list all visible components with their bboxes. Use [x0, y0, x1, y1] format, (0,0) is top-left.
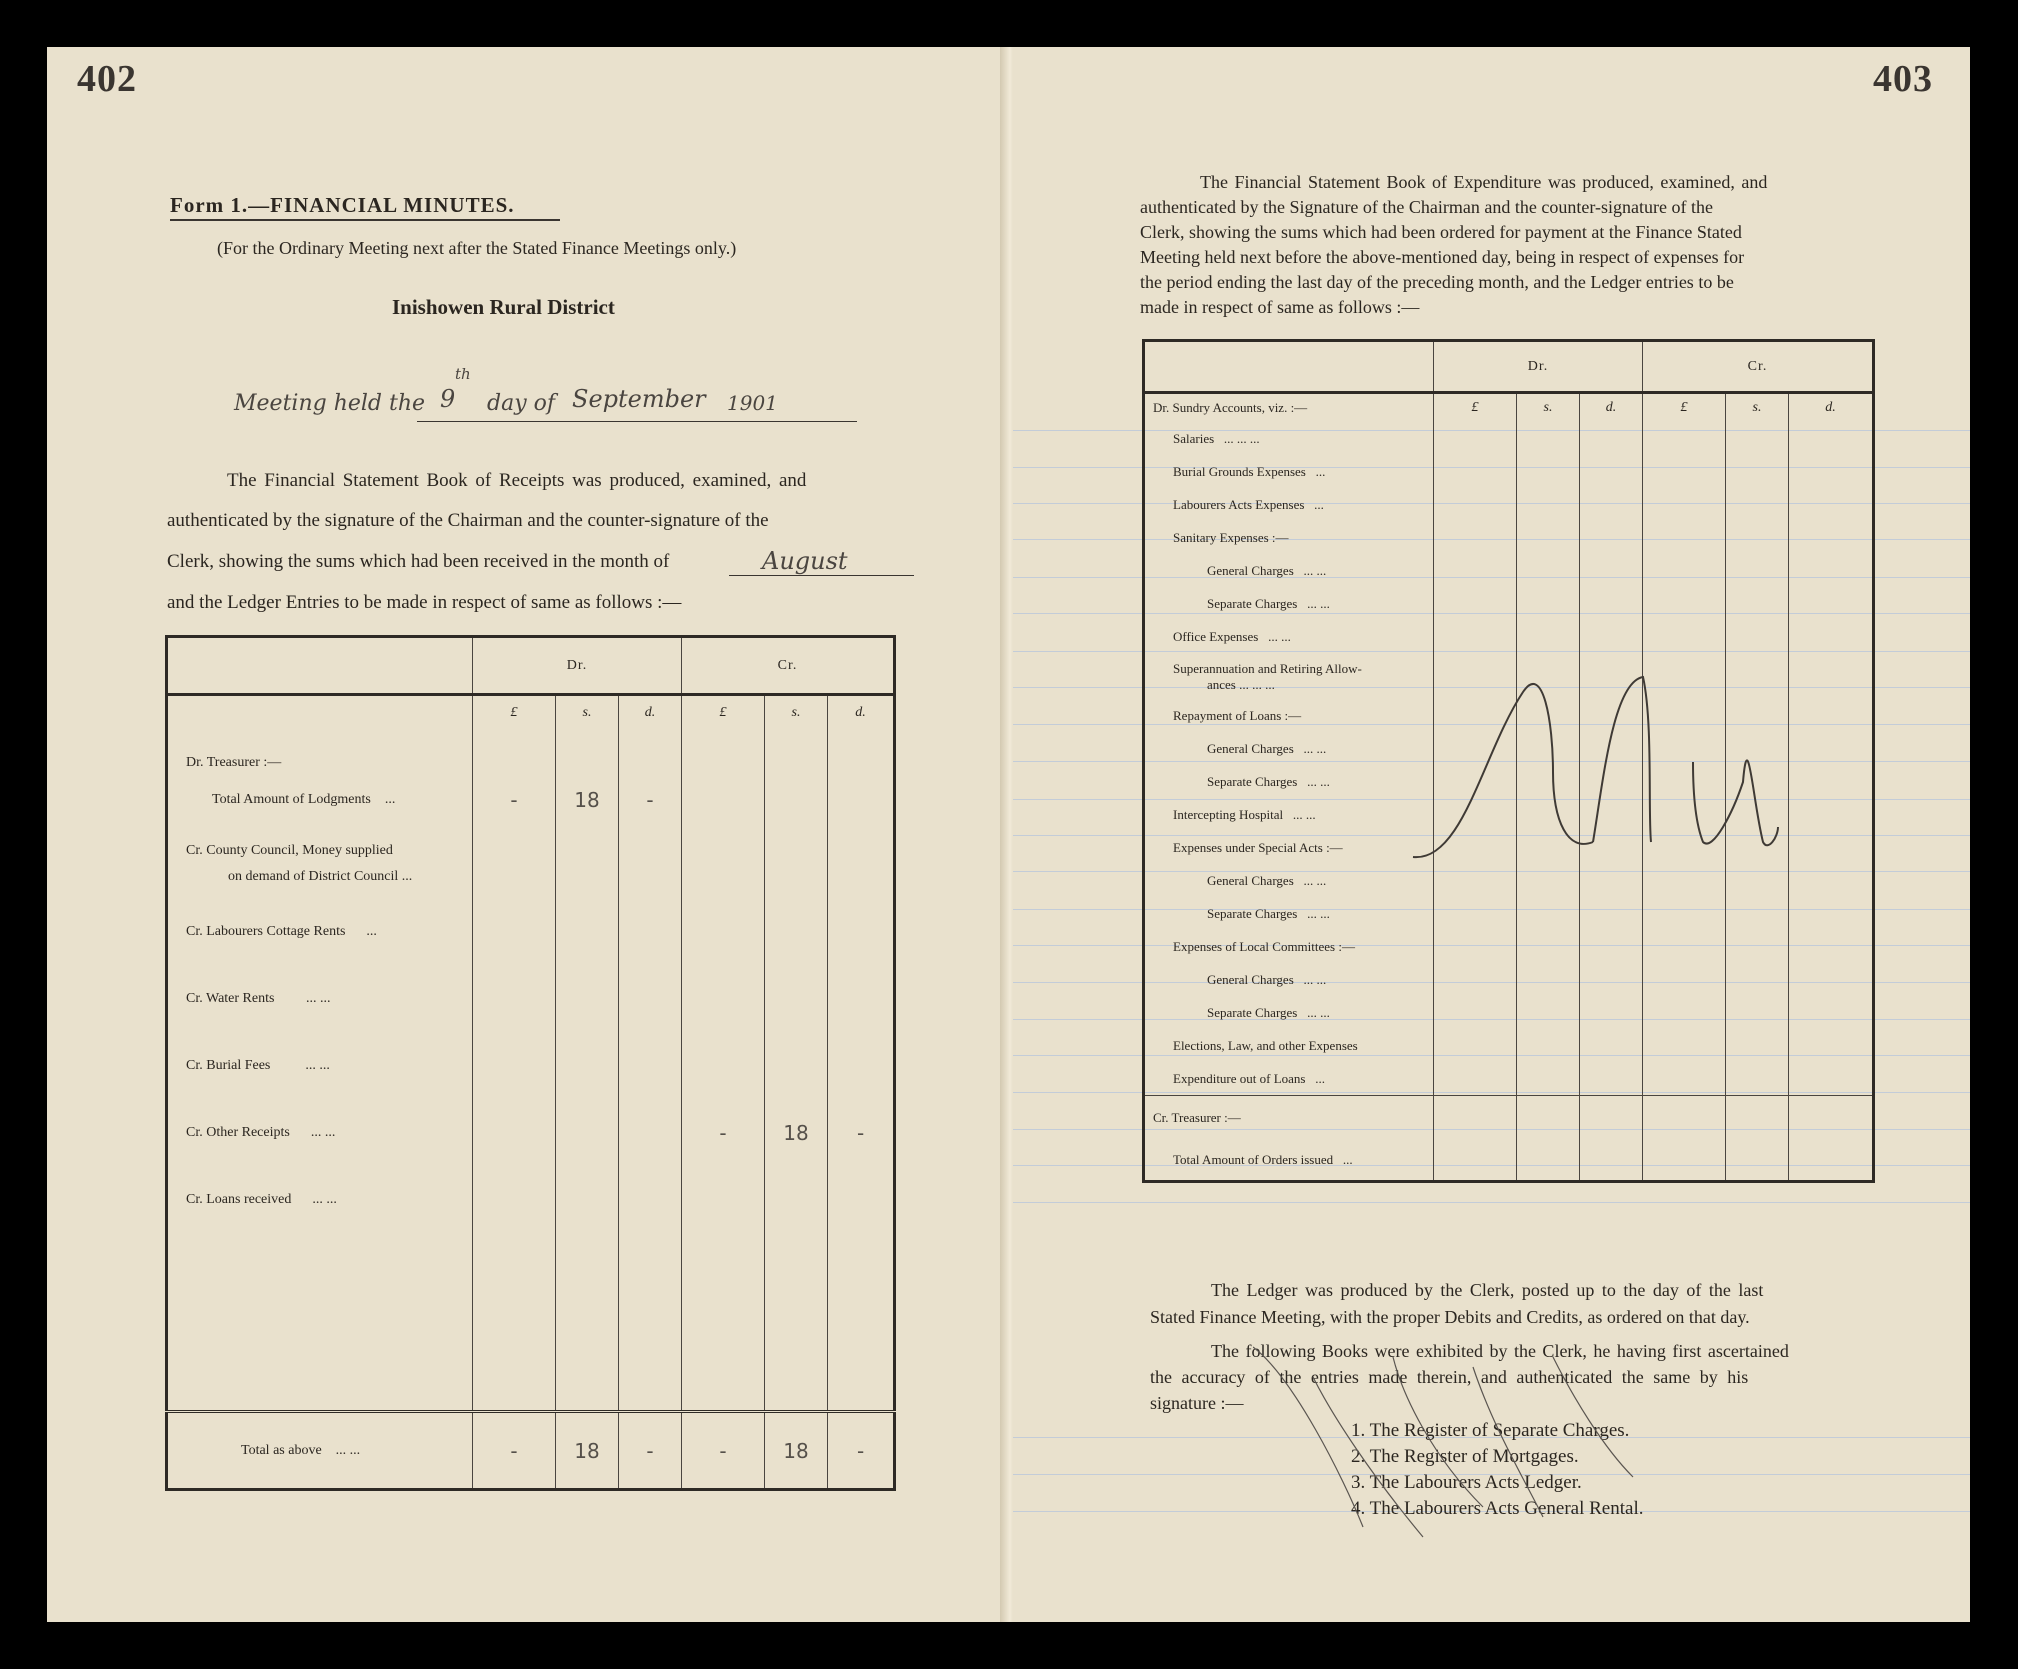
- exp-amount-cell: [1789, 621, 1874, 654]
- exp-row-dots: ... ...: [1303, 563, 1327, 578]
- row-dots: ... ...: [312, 1192, 337, 1207]
- row-cr-pence: -: [828, 1100, 895, 1167]
- exp-amount-cell: [1643, 489, 1726, 522]
- exp-amount-cell: [1789, 700, 1874, 733]
- exp-amount-cell: [1789, 522, 1874, 555]
- exp-amount-cell: [1434, 423, 1517, 456]
- exp-amount-cell: [1789, 588, 1874, 621]
- exp-table-row: [1144, 621, 1874, 654]
- exp-amount-cell: [1726, 997, 1789, 1030]
- exp-row-dots: ... ...: [1303, 972, 1327, 987]
- exp-amount-cell: [1580, 489, 1643, 522]
- exp-amount-cell: [1643, 522, 1726, 555]
- exp-amount-cell: [1580, 621, 1643, 654]
- row-dots: ... ...: [305, 1058, 330, 1073]
- exp-amount-cell: [1789, 1030, 1874, 1063]
- exp-amount-cell: [1643, 456, 1726, 489]
- row-cr-pounds: -: [682, 1100, 765, 1167]
- meeting-prefix: Meeting held the: [234, 391, 426, 416]
- exp-table-row: [1144, 555, 1874, 588]
- unit-dr-pence: d.: [619, 695, 682, 731]
- section-label-dr-treasurer: Dr. Treasurer :—: [167, 731, 473, 771]
- exp-row-label: Intercepting Hospital: [1173, 807, 1284, 822]
- exp-unit-cr-pounds: £: [1643, 393, 1726, 423]
- exp-row-label: Total Amount of Orders issued: [1173, 1151, 1334, 1167]
- exp-amount-cell: [1517, 588, 1580, 621]
- exp-amount-cell: [1789, 1140, 1874, 1182]
- exp-amount-cell: [1726, 964, 1789, 997]
- exp-amount-cell: [1643, 1140, 1726, 1182]
- exp-amount-cell: [1726, 555, 1789, 588]
- exp-amount-cell: [1580, 555, 1643, 588]
- exp-amount-cell: [1726, 489, 1789, 522]
- form-subtitle: (For the Ordinary Meeting next after the Stated Finance Meetings only.): [217, 238, 737, 258]
- row-label: Cr. Labourers Cottage Rents: [186, 924, 346, 939]
- exp-amount-cell: [1434, 1140, 1517, 1182]
- row-cr-shillings: [765, 771, 828, 829]
- table-row: [167, 966, 895, 1033]
- exp-row-label: General Charges: [1207, 741, 1294, 756]
- expenditure-line-5: the period ending the last day of the preceding month, and the Ledger entries to be: [1140, 272, 1734, 292]
- form-title: Form 1.—FINANCIAL MINUTES.: [170, 193, 515, 217]
- unit-dr-pounds: £: [473, 695, 556, 731]
- total-dr-shillings: 18: [556, 1412, 619, 1490]
- meeting-underline: [417, 421, 857, 422]
- exp-table-row: [1144, 898, 1874, 931]
- exp-row-dots: ... ...: [1307, 906, 1330, 921]
- exp-amount-cell: [1580, 522, 1643, 555]
- exp-amount-cell: [1789, 1063, 1874, 1096]
- receipts-header-blank: [167, 637, 473, 695]
- nil-handwriting: [1403, 662, 1783, 882]
- exp-row-label: General Charges: [1207, 563, 1294, 578]
- exp-amount-cell: [1434, 898, 1517, 931]
- receipts-month-underline: [729, 575, 914, 576]
- books-line-3: signature :—: [1150, 1393, 1244, 1413]
- unit-cr-pounds: £: [682, 695, 765, 731]
- expenditure-header-dr: Dr.: [1434, 341, 1643, 393]
- exp-row-label: Separate Charges: [1207, 774, 1298, 789]
- nil-text: Nil: [1663, 862, 1665, 863]
- exp-amount-cell: [1517, 1140, 1580, 1182]
- total-label: Total as above: [241, 1442, 322, 1458]
- expenditure-line-6: made in respect of same as follows :—: [1140, 297, 1420, 317]
- exp-amount-cell: [1726, 931, 1789, 964]
- exp-table-row: [1144, 423, 1874, 456]
- exp-table-row: [1144, 931, 1874, 964]
- exp-row-dots: ... ...: [1292, 807, 1316, 822]
- form-title-underline: [170, 219, 560, 221]
- exp-row-label: Labourers Acts Expenses: [1173, 497, 1305, 512]
- exp-amount-cell: [1643, 1030, 1726, 1063]
- left-page: [47, 47, 1007, 1622]
- exp-amount-cell: [1580, 456, 1643, 489]
- exp-row-dots: ...: [1315, 464, 1326, 479]
- exp-amount-cell: [1726, 588, 1789, 621]
- row-cr-shillings: 18: [765, 1100, 828, 1167]
- exp-row-label: General Charges: [1207, 972, 1294, 987]
- book-item-4: 4. The Labourers Acts General Rental.: [1351, 1498, 1644, 1519]
- row-label: Cr. Water Rents: [186, 991, 275, 1006]
- row-dr-pence: -: [619, 771, 682, 829]
- exp-amount-cell: [1789, 456, 1874, 489]
- total-row: [167, 1412, 895, 1490]
- row-label: Cr. Burial Fees: [186, 1058, 271, 1073]
- table-row: [167, 899, 895, 966]
- exp-amount-cell: [1580, 588, 1643, 621]
- total-cr-pounds: -: [682, 1412, 765, 1490]
- exp-row-dots: ... ...: [1307, 1005, 1330, 1020]
- exp-amount-cell: [1726, 898, 1789, 931]
- expenditure-header-cr: Cr.: [1643, 341, 1874, 393]
- exp-row-label: Separate Charges: [1207, 1005, 1298, 1020]
- exp-row-label: Cr. Treasurer :—: [1153, 1109, 1241, 1125]
- exp-amount-cell: [1726, 1140, 1789, 1182]
- book-item-3: 3. The Labourers Acts Ledger.: [1351, 1472, 1582, 1493]
- unit-cr-pence: d.: [828, 695, 895, 731]
- exp-unit-dr-shillings: s.: [1517, 393, 1580, 423]
- ledger-line-2: Stated Finance Meeting, with the proper Debits and Credits, as ordered on that day.: [1150, 1307, 1750, 1327]
- exp-amount-cell: [1726, 456, 1789, 489]
- row-cr-pounds: [682, 771, 765, 829]
- exp-table-row: [1144, 997, 1874, 1030]
- exp-row-dots: ...: [1315, 1070, 1325, 1086]
- exp-row-label: Superannuation and Retiring Allow-: [1173, 660, 1362, 676]
- exp-row-dots: ... ...: [1268, 629, 1291, 644]
- total-dots: ... ...: [335, 1442, 361, 1458]
- exp-amount-cell: [1434, 456, 1517, 489]
- exp-amount-cell: [1643, 964, 1726, 997]
- exp-row-label: Office Expenses: [1173, 629, 1259, 644]
- exp-amount-cell: [1580, 931, 1643, 964]
- exp-row-label: Expenses under Special Acts :—: [1173, 840, 1343, 855]
- exp-amount-cell: [1789, 865, 1874, 898]
- exp-amount-cell: [1434, 522, 1517, 555]
- exp-row-dots: ... ...: [1303, 873, 1327, 888]
- meeting-day-word: day of: [487, 391, 556, 416]
- exp-row-label: Expenditure out of Loans: [1173, 1070, 1306, 1086]
- exp-amount-cell: [1434, 588, 1517, 621]
- exp-amount-cell: [1434, 1063, 1517, 1096]
- exp-amount-cell: [1789, 931, 1874, 964]
- total-dr-pence: -: [619, 1412, 682, 1490]
- exp-amount-cell: [1643, 423, 1726, 456]
- receipts-header-cr: Cr.: [682, 637, 895, 695]
- row-label: Cr. Loans received: [186, 1192, 292, 1207]
- receipts-table: [165, 635, 896, 1491]
- exp-amount-cell: [1434, 555, 1517, 588]
- row-dr-shillings: 18: [556, 771, 619, 829]
- exp-row-dots: ... ...: [1307, 596, 1330, 611]
- exp-amount-cell: [1789, 1096, 1874, 1140]
- meeting-year: 1901: [727, 391, 778, 415]
- row-dr-pounds: [473, 1100, 556, 1167]
- row-label: Cr. County Council, Money supplied: [186, 842, 393, 858]
- exp-table-row: [1144, 1140, 1874, 1182]
- exp-amount-cell: [1434, 621, 1517, 654]
- exp-amount-cell: [1643, 1096, 1726, 1140]
- exp-amount-cell: [1726, 522, 1789, 555]
- row-dots: ... ...: [305, 991, 331, 1006]
- exp-unit-cr-shillings: s.: [1726, 393, 1789, 423]
- table-row: [167, 829, 895, 899]
- row-label: Cr. Other Receipts: [186, 1125, 290, 1140]
- receipts-line-3: Clerk, showing the sums which had been received in the month of: [167, 551, 670, 572]
- expenditure-header-blank: [1144, 341, 1434, 393]
- row-dr-shillings: [556, 1100, 619, 1167]
- exp-table-row: [1144, 1030, 1874, 1063]
- row-dots: ... ...: [310, 1125, 336, 1140]
- table-row: [167, 1033, 895, 1100]
- exp-row-label: Dr. Sundry Accounts, viz. :—: [1144, 393, 1434, 423]
- exp-row-dots: ... ... ...: [1223, 431, 1260, 446]
- exp-amount-cell: [1434, 931, 1517, 964]
- exp-table-row: [1144, 588, 1874, 621]
- exp-amount-cell: [1580, 1140, 1643, 1182]
- exp-table-row: [1144, 489, 1874, 522]
- exp-table-row: [1144, 1096, 1874, 1140]
- exp-amount-cell: [1726, 1063, 1789, 1096]
- exp-amount-cell: [1517, 522, 1580, 555]
- expenditure-line-1: The Financial Statement Book of Expenditure was produced, examined, and: [1200, 172, 1768, 192]
- exp-amount-cell: [1789, 489, 1874, 522]
- exp-amount-cell: [1434, 1096, 1517, 1140]
- exp-amount-cell: [1726, 1030, 1789, 1063]
- exp-amount-cell: [1789, 555, 1874, 588]
- exp-amount-cell: [1580, 997, 1643, 1030]
- exp-amount-cell: [1789, 733, 1874, 766]
- exp-amount-cell: [1434, 489, 1517, 522]
- exp-amount-cell: [1517, 555, 1580, 588]
- exp-amount-cell: [1580, 898, 1643, 931]
- exp-amount-cell: [1517, 423, 1580, 456]
- exp-amount-cell: [1643, 555, 1726, 588]
- exp-unit-dr-pounds: £: [1434, 393, 1517, 423]
- row-label: Total Amount of Lodgments: [212, 791, 371, 807]
- exp-amount-cell: [1643, 997, 1726, 1030]
- exp-row-label: Sanitary Expenses :—: [1173, 530, 1289, 545]
- exp-table-row: [1144, 522, 1874, 555]
- receipts-month: August: [762, 547, 848, 575]
- district-name: Inishowen Rural District: [392, 295, 615, 319]
- exp-table-row: [1144, 1063, 1874, 1096]
- page-number-right: 403: [1873, 58, 1933, 100]
- exp-row-label-continued: ances ... ... ...: [1207, 676, 1275, 692]
- row-dots: ...: [366, 924, 377, 939]
- exp-amount-cell: [1580, 1063, 1643, 1096]
- book-item-2: 2. The Register of Mortgages.: [1351, 1446, 1579, 1467]
- row-cr-pence: [828, 771, 895, 829]
- pencil-tick-marks: [1253, 1337, 1683, 1557]
- row-dots: ...: [384, 791, 396, 807]
- meeting-month: September: [572, 385, 706, 413]
- exp-table-row: [1144, 964, 1874, 997]
- unit-cr-shillings: s.: [765, 695, 828, 731]
- page-number-left: 402: [77, 58, 137, 100]
- exp-amount-cell: [1643, 931, 1726, 964]
- total-cr-pence: -: [828, 1412, 895, 1490]
- exp-amount-cell: [1789, 423, 1874, 456]
- exp-amount-cell: [1789, 832, 1874, 865]
- exp-amount-cell: [1517, 1096, 1580, 1140]
- exp-amount-cell: [1726, 1096, 1789, 1140]
- expenditure-line-4: Meeting held next before the above-mentioned day, being in respect of expenses for: [1140, 247, 1745, 267]
- exp-amount-cell: [1434, 1030, 1517, 1063]
- row-dr-pence: [619, 1100, 682, 1167]
- books-line-1: The following Books were exhibited by the Clerk, he having first ascertained: [1211, 1341, 1789, 1361]
- unit-dr-shillings: s.: [556, 695, 619, 731]
- exp-amount-cell: [1434, 964, 1517, 997]
- exp-amount-cell: [1580, 1096, 1643, 1140]
- exp-amount-cell: [1517, 1063, 1580, 1096]
- exp-amount-cell: [1517, 456, 1580, 489]
- exp-amount-cell: [1789, 799, 1874, 832]
- exp-amount-cell: [1789, 997, 1874, 1030]
- exp-amount-cell: [1517, 1030, 1580, 1063]
- meeting-day-suffix: th: [455, 365, 471, 383]
- total-dr-pounds: -: [473, 1412, 556, 1490]
- receipts-line-2: authenticated by the signature of the Chairman and the counter-signature of the: [167, 510, 769, 531]
- exp-row-label: Separate Charges: [1207, 906, 1298, 921]
- expenditure-line-2: authenticated by the Signature of the Chairman and the counter-signature of the: [1140, 197, 1713, 217]
- exp-row-label: General Charges: [1207, 873, 1294, 888]
- exp-amount-cell: [1517, 898, 1580, 931]
- exp-amount-cell: [1434, 997, 1517, 1030]
- exp-row-label: Separate Charges: [1207, 596, 1298, 611]
- exp-row-label: Burial Grounds Expenses: [1173, 464, 1306, 479]
- exp-amount-cell: [1726, 423, 1789, 456]
- exp-amount-cell: [1580, 964, 1643, 997]
- exp-row-dots: ... ...: [1303, 741, 1327, 756]
- exp-unit-cr-pence: d.: [1789, 393, 1874, 423]
- exp-amount-cell: [1580, 423, 1643, 456]
- exp-amount-cell: [1789, 766, 1874, 799]
- exp-row-dots: ... ...: [1307, 774, 1330, 789]
- exp-table-row: [1144, 456, 1874, 489]
- expenditure-line-3: Clerk, showing the sums which had been ordered for payment at the Finance Stated: [1140, 222, 1742, 242]
- right-page: [1013, 47, 1970, 1622]
- exp-unit-dr-pence: d.: [1580, 393, 1643, 423]
- total-cr-shillings: 18: [765, 1412, 828, 1490]
- table-row: [167, 1167, 895, 1234]
- exp-amount-cell: [1517, 931, 1580, 964]
- exp-amount-cell: [1789, 964, 1874, 997]
- exp-row-label: Salaries: [1173, 431, 1215, 446]
- row-dr-pounds: -: [473, 771, 556, 829]
- exp-amount-cell: [1789, 654, 1874, 700]
- receipts-header-dr: Dr.: [473, 637, 682, 695]
- receipts-line-4: and the Ledger Entries to be made in respect of same as follows :—: [167, 592, 682, 613]
- books-line-2: the accuracy of the entries made therein, and authenticated the same by his: [1150, 1367, 1749, 1387]
- ledger-line-1: The Ledger was produced by the Clerk, posted up to the day of the last: [1211, 1280, 1764, 1300]
- exp-row-label: Expenses of Local Committees :—: [1173, 939, 1355, 954]
- exp-amount-cell: [1726, 621, 1789, 654]
- receipts-line-1: The Financial Statement Book of Receipts was produced, examined, and: [227, 470, 807, 491]
- row-label-continued: on demand of District Council ...: [228, 868, 413, 884]
- exp-amount-cell: [1517, 621, 1580, 654]
- exp-amount-cell: [1643, 621, 1726, 654]
- exp-amount-cell: [1517, 964, 1580, 997]
- exp-amount-cell: [1643, 898, 1726, 931]
- table-row: [167, 1100, 895, 1167]
- exp-amount-cell: [1517, 997, 1580, 1030]
- exp-amount-cell: [1643, 1063, 1726, 1096]
- table-row: [167, 771, 895, 829]
- exp-amount-cell: [1643, 588, 1726, 621]
- book-item-1: 1. The Register of Separate Charges.: [1351, 1420, 1630, 1441]
- meeting-day: 9: [440, 385, 456, 413]
- exp-row-label: Repayment of Loans :—: [1173, 708, 1302, 723]
- exp-row-label: Elections, Law, and other Expenses: [1173, 1038, 1358, 1053]
- exp-amount-cell: [1580, 1030, 1643, 1063]
- exp-amount-cell: [1517, 489, 1580, 522]
- exp-row-dots: ...: [1342, 1151, 1353, 1167]
- exp-amount-cell: [1789, 898, 1874, 931]
- exp-row-dots: ...: [1314, 497, 1324, 512]
